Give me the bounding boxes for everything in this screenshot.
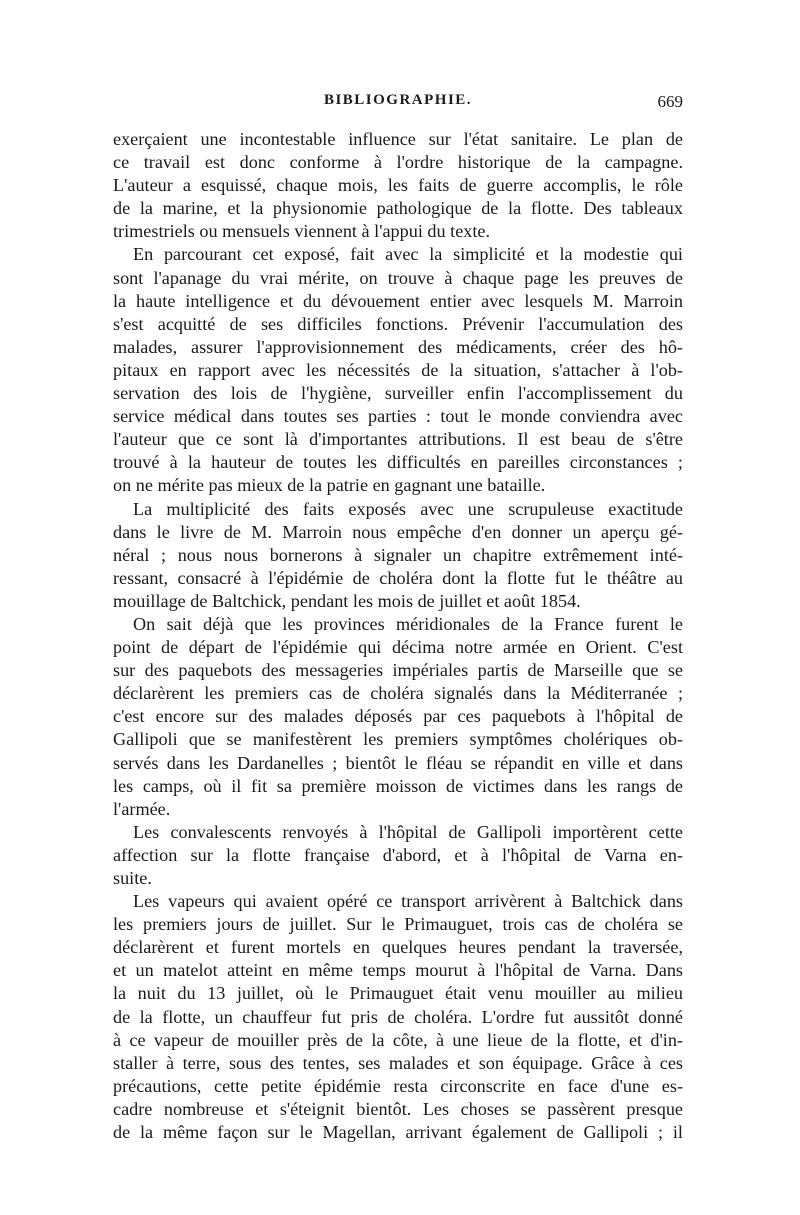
text-line: point de départ de l'épidémie qui décima notre armée en Orient. C'est [113,637,683,658]
text-line: La multiplicité des faits exposés avec une scrupuleuse exactitude [133,498,683,519]
text-line: s'est acquitté de ses difficiles fonctions. Prévenir l'accumulation des [113,313,683,334]
text-line: mouillage de Baltchick, pendant les mois de juillet et août 1854. [113,590,581,611]
text-line: pitaux en rapport avec les nécessités de la situation, s'attacher à l'ob- [113,359,683,380]
text-line: déclarèrent les premiers cas de choléra signalés dans la Méditerranée ; [113,683,683,704]
text-line: cadre nombreuse et s'éteignit bientôt. Les choses se passèrent presque [113,1098,683,1119]
text-line: suite. [113,868,152,888]
running-header [113,92,683,116]
text-line: Les vapeurs qui avaient opéré ce transport arrivèrent à Baltchick dans [133,891,683,912]
text-line: c'est encore sur des malades déposés par ces paquebots à l'hôpital de [113,706,683,727]
text-line: de la marine, et la physionomie pathologique de la flotte. Des tableaux [113,198,683,219]
text-line: de la même façon sur le Magellan, arrivant également de Gallipoli ; il [113,1122,683,1143]
body-text [113,128,683,1144]
text-line: sont l'apanage du vrai mérite, on trouve à chaque page les preuves de [113,267,683,288]
text-line: trimestriels ou mensuels viennent à l'appui du texte. [113,221,491,242]
text-line: déclarèrent et furent mortels en quelques heures pendant la traversée, [113,937,683,958]
text-line: servés dans les Dardanelles ; bientôt le fléau se répandit en ville et dans [113,752,683,773]
text-line: exerçaient une incontestable influence sur l'état sanitaire. Le plan de [113,129,683,149]
text-line: malades, assurer l'approvisionnement des médicaments, créer des hô- [113,336,683,357]
text-line: la haute intelligence et du dévouement entier avec lesquels M. Marroin [113,290,683,311]
running-title: BIBLIOGRAPHIE. [323,92,473,108]
text-line: ressant, consacré à l'épidémie de choléra dont la flotte fut le théâtre au [113,567,683,588]
text-line: les camps, où il fit sa première moisson de victimes dans les rangs de [113,775,683,796]
text-line: précautions, cette petite épidémie resta circonscrite en face d'une es- [113,1075,683,1096]
text-line: l'auteur que ce sont là d'importantes attributions. Il est beau de s'être [113,429,683,450]
text-line: L'auteur a esquissé, chaque mois, les faits de guerre accomplis, le rôle [113,175,683,196]
text-line: l'armée. [113,798,171,819]
text-line: On sait déjà que les provinces méridionales de la France furent le [133,613,683,634]
text-line: la nuit du 13 juillet, où le Primauguet était venu mouiller au milieu [113,983,683,1004]
text-line: sur des paquebots des messageries impériales partis de Marseille que se [113,660,683,681]
text-line: staller à terre, sous des tentes, ses malades et son équipage. Grâce à ces [113,1052,683,1073]
text-line: on ne mérite pas mieux de la patrie en gagnant une bataille. [113,475,546,496]
text-line: servation des lois de l'hygiène, surveiller enfin l'accomplissement du [113,383,683,404]
text-line: les premiers jours de juillet. Sur le Primauguet, trois cas de choléra se [113,914,683,935]
text-line: de la flotte, un chauffeur fut pris de choléra. L'ordre fut aussitôt donné [113,1006,683,1027]
page-number: 669 [657,92,683,111]
text-line: trouvé à la hauteur de toutes les difficultés en pareilles circonstances ; [113,452,683,473]
text-line: néral ; nous nous bornerons à signaler un chapitre extrêmement inté- [113,544,683,565]
text-line: En parcourant cet exposé, fait avec la simplicité et la modestie qui [133,244,683,265]
text-line: Les convalescents renvoyés à l'hôpital de Gallipoli importèrent cette [133,821,683,842]
text-line: à ce vapeur de mouiller près de la côte, à une lieue de la flotte, et d'in- [113,1029,683,1050]
text-line: Gallipoli que se manifestèrent les premiers symptômes cholériques ob- [113,729,683,750]
text-line: affection sur la flotte française d'abord, et à l'hôpital de Varna en- [113,844,683,865]
text-line: et un matelot atteint en même temps mourut à l'hôpital de Varna. Dans [113,960,683,981]
text-line: ce travail est donc conforme à l'ordre historique de la campagne. [113,152,683,173]
text-line: dans le livre de M. Marroin nous empêche d'en donner un aperçu gé- [113,521,683,542]
text-line: service médical dans toutes ses parties : tout le monde conviendra avec [113,406,683,427]
